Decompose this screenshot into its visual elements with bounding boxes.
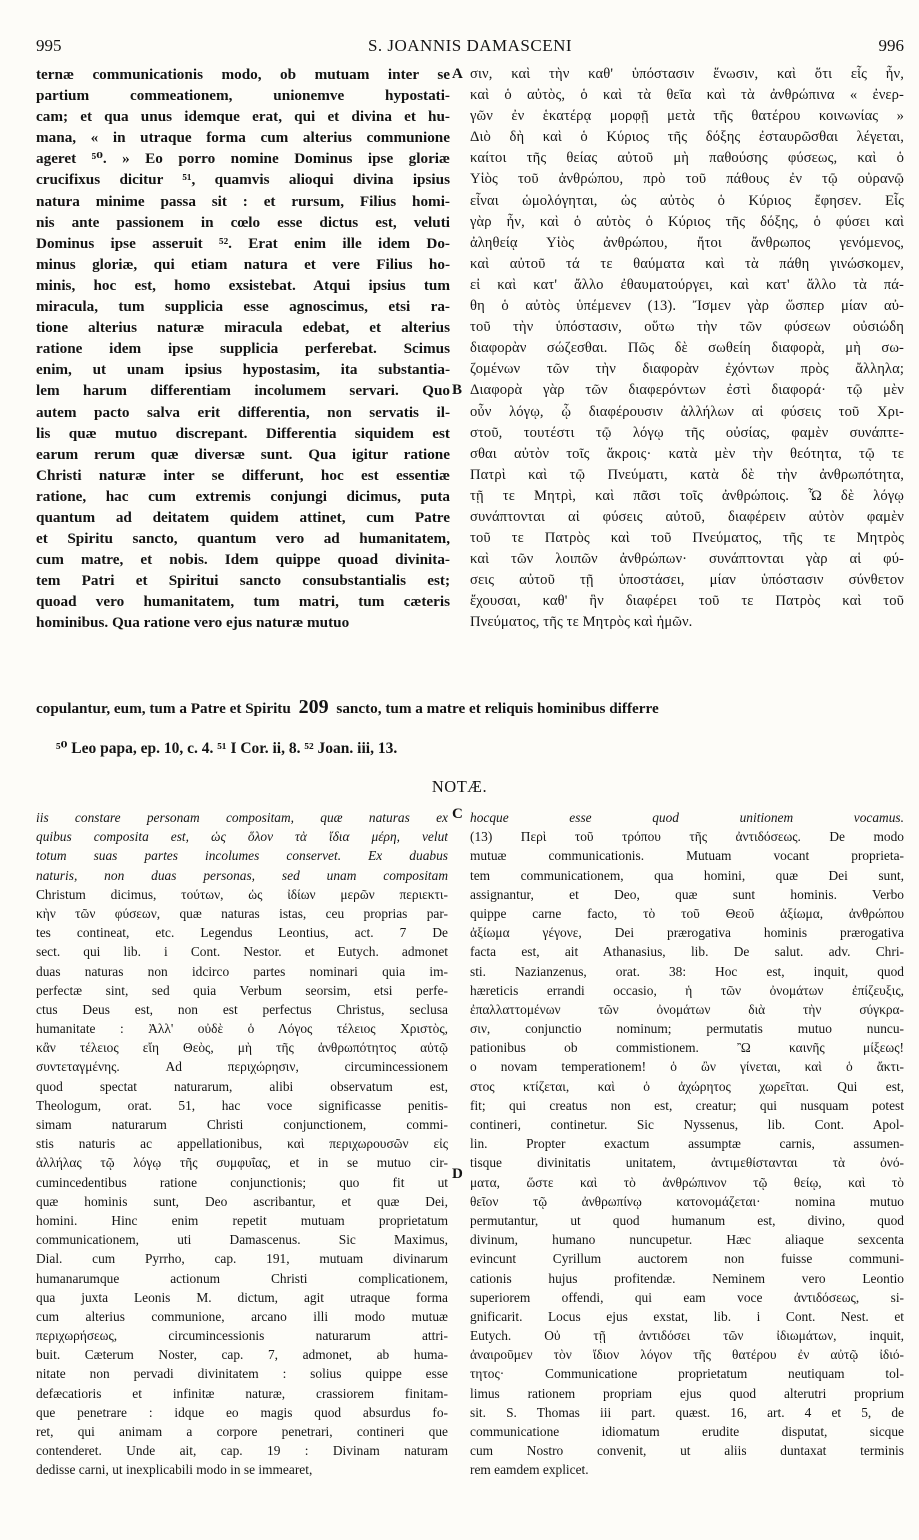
margin-letter-a: A — [452, 66, 463, 82]
note-line: ret, qui animam a corpore penetrari, contineri que — [36, 1424, 448, 1439]
note-line: communicationem, uti Damascenus. Sic Maximus, — [36, 1232, 448, 1248]
notes-heading: NOTÆ. — [431, 777, 488, 796]
latin-text-line: ratione, hac cum extremis conjungi dicimus, puta — [36, 487, 450, 505]
note-line: tes contineat, etc. Legendus Leontius, act. 7 De — [36, 925, 448, 941]
note-line: quæ hominis sunt, Deo ascribantur, et quæ Dei, — [36, 1193, 448, 1209]
page-number-left: 995 — [36, 36, 62, 55]
notes-left-column — [36, 808, 448, 1480]
latin-text-line: Dominus ipse asseruit ⁵². Erat enim ille idem Do- — [36, 234, 450, 252]
note-line: rem eamdem explicet. — [470, 1462, 589, 1478]
note-line: cationis hujus profitendæ. Neminem vero Leontio — [470, 1270, 904, 1286]
latin-text-line: lis quæ mutuo discrepant. Differentia siquidem est — [36, 424, 450, 442]
note-line: τητος· Communicatione proprietatum neutiquam tol- — [470, 1366, 904, 1382]
note-line: cumincedentibus ratione conjunctionis; quo fit ut — [36, 1174, 448, 1190]
greek-text-line: εἰ καὶ κατ' ἄλλο ἐθαυματούργει, καὶ κατ' ἄλλο τὰ πά- — [470, 276, 904, 293]
latin-text-line: ratione idem ipse supplicia perferebat. Scimus — [36, 340, 450, 358]
note-line: limus rationem propriam ejus quod alterutri proprium — [470, 1385, 904, 1401]
note-line: divinum, humano nuncupetur. Hæc aliaque sexcenta — [470, 1232, 904, 1248]
note-line: humanitate : Ἀλλ' οὐδὲ ὁ Λόγος τέλειος Χριστὸς, — [36, 1021, 448, 1037]
note-line: quippe carne facto, τὸ τοῦ Θεοῦ ἀξίωμα, ἀνθρώπου — [470, 905, 904, 921]
greek-text-line: τῇ τε Μητρὶ, καὶ πᾶσι τοῖς ἀνθρώποις. Ὧ δὲ λόγῳ — [470, 487, 904, 504]
note-line: dedisse carni, ut inexplicabili modo in se immearet, — [36, 1462, 313, 1478]
note-line: sti. Nazianzenus, orat. 38: Hoc est, inquit, quod — [470, 963, 904, 979]
latin-text-line: miracula, tum supplicia esse agnoscimus, etsi ra- — [36, 298, 450, 316]
latin-text-line: autem pacto salva erit differentia, non servatis il- — [36, 403, 450, 421]
latin-text-line: lem harum differentiam incolumem servari. Quo — [36, 382, 450, 400]
note-line: qua juxta Leonis M. dictum, agit utraque forma — [36, 1289, 448, 1305]
note-line: facta est, ait Athanasius, lib. De salut. adv. Chri- — [470, 944, 904, 960]
greek-text-line: Πνεύματος, τῆς τε Μητρὸς καὶ ἡμῶν. — [470, 614, 693, 631]
note-line: contineri, continetur. Sic Nyssenus, lib. Cont. Apol- — [470, 1117, 904, 1132]
latin-text-line: minus gloriæ, qui etiam natura et vere Filius ho- — [36, 255, 450, 273]
note-line: duas naturas non idcirco partes nominari quia im- — [36, 963, 448, 979]
note-line: superiorem offendi, qui eam voce ἀντιδόσεως, si- — [470, 1289, 904, 1305]
margin-letter-c: C — [452, 806, 463, 822]
note-line: quibus composita est, ὡς ὅλον τὰ ἴδια μέρη, velut — [36, 829, 448, 845]
latin-text-line: quantum ad deitatem quidem attinet, cum Patre — [36, 508, 450, 526]
note-line: περιχωρήσεως, circumincessionis naturarum attri- — [36, 1328, 448, 1344]
note-line: mutuæ communicationis. Mutuam vocant proprieta- — [470, 848, 904, 864]
greek-text-line: Διαφορὰ γὰρ τῶν διαφερόντων ἐστὶ διαφορά· τῷ μὲν — [470, 382, 904, 399]
latin-text-line: mana, « in utraque forma cum alterius communione — [36, 129, 450, 147]
note-line: hocque esse quod unitionem vocamus. — [470, 810, 904, 825]
note-line: στος κτίζεται, καὶ ὁ ἀχώρητος χωρεῖται. Qui est, — [470, 1078, 904, 1094]
latin-text-line: cam; et qua unus idemque erat, qui et divina et hu- — [36, 108, 450, 126]
note-line: totum suas partes incolumes conservet. Ex duabus — [36, 848, 448, 864]
greek-text-line: καὶ αὐτοῦ τά τε θαύματα καὶ τὰ πάθη γινώσκομεν, — [470, 255, 904, 272]
greek-text-line: σιν, καὶ τὴν καθ' ὑπόστασιν ἕνωσιν, καὶ ὅτι εἷς ἦν, — [470, 66, 904, 82]
latin-text-line: tione alterius naturæ miracula edebat, et alterius — [36, 319, 450, 337]
greek-text-line: θη ὁ αὐτὸς ὑπέμενεν (13). Ἴσμεν γὰρ ὥσπερ μίαν αὐ- — [470, 298, 904, 315]
note-line: contenderet. Unde ait, cap. 19 : Divinam naturam — [36, 1443, 448, 1459]
note-line: gnificarit. Locus ejus exstat, lib. i Cont. Nest. et — [470, 1308, 904, 1324]
note-line: pationibus ob commistionem. Ὢ καινῆς μίξεως! — [470, 1040, 904, 1056]
note-line: fit; qui creatus non est, creatur; qui nusquam potest — [470, 1097, 904, 1113]
greek-text-line: καὶ τῶν λοιπῶν ἀνθρώπων· συνάπτονται γὰρ αἱ φύ- — [470, 551, 904, 568]
latin-text-line: cum matre, et nobis. Idem quippe quoad divinita- — [36, 551, 450, 569]
note-line: humanarumque actionum Christi complicationem, — [36, 1270, 448, 1286]
note-line: θεῖον τῷ ἀνθρωπίνῳ κατονομάζεται· nomina mutuo — [470, 1193, 904, 1209]
latin-text-line: tem Patri et Spiritui sancto consubstantialis est; — [36, 572, 450, 590]
page-header — [36, 36, 904, 60]
latin-text-line: quoad vero humanitatem, tum matri, tum cæteris — [36, 593, 450, 611]
note-line: Christum dicimus, τούτων, ὡς ἰδίων μερῶν περιεκτι- — [36, 886, 448, 902]
footnotes: ⁵⁰ Leo papa, ep. 10, c. 4. ⁵¹ I Cor. ii, 8. ⁵² Joan. iii, 13. — [56, 740, 398, 757]
greek-text-line: συνάπτονται αἱ φύσεις αὐτοῦ, διαφέρειν αὐτὸν φαμὲν — [470, 508, 904, 525]
note-line: cum alterius communione, arcano illi modo mutuæ — [36, 1308, 448, 1324]
note-line: κἂν τέλειος εἴη Θεὸς, μὴ τῆς ἀνθρωπότητος αὐτῷ — [36, 1040, 448, 1056]
note-line: Dial. cum Pyrrho, cap. 191, mutuam divinarum — [36, 1251, 448, 1267]
column-number: 209 — [298, 696, 329, 718]
greek-text-line: σεις αὐτοῦ τῇ ὑποστάσει, μίαν ὑπόστασιν σύνθετον — [470, 572, 904, 589]
note-line: sect. qui lib. i Cont. Nestor. et Eutych. admonet — [36, 944, 448, 960]
greek-text-line: ζομένων τῶν τὴν διαφορὰν ἐχόντων πρὸς ἄλληλα; — [470, 361, 904, 378]
margin-letter-b: B — [452, 382, 463, 398]
note-line: perfectæ sint, sed quia Verbum seorsim, etsi perfe- — [36, 982, 448, 998]
note-line: σιν, conjunctio nominum; permutatis mutuo nuncu- — [470, 1021, 904, 1037]
running-title: S. JOANNIS DAMASCENI — [367, 36, 573, 55]
note-line: συντεταγμένης. Ad περιχώρησιν, circumincessionem — [36, 1059, 448, 1075]
greek-text-line: σθαι αὐτὸν τοῖς ἄκροις· κατὰ μὲν τὴν θεότητα, τῷ τε — [470, 445, 904, 462]
greek-text-column — [470, 64, 904, 634]
note-line: tisque divinitatis unitatem, ἀντιμεθίστανται τὰ ὀνό- — [470, 1155, 904, 1171]
note-line: permutantur, ut quod humanum est, divino, quod — [470, 1212, 904, 1228]
greek-text-line: γὰρ ἦν, καὶ ὁ αὐτὸς ὁ Κύριος τῆς δόξης, ὁ φύσει καὶ — [470, 213, 904, 230]
note-line: Eutych. Οὐ τῇ ἀντιδόσει τῶν ἰδιωμάτων, inquit, — [470, 1328, 904, 1344]
note-line: defæcatioris et infinitæ naturæ, crassiorem finitam- — [36, 1385, 448, 1401]
note-line: evincunt Cyrillum auctorem non fuisse communi- — [470, 1251, 904, 1267]
greek-text-line: εἶναι ὡμολόγηται, ὡς αὐτὸς ὁ Κύριος ἔφησεν. Εἷς — [470, 192, 904, 209]
note-line: ματα, ὥστε καὶ τὸ ἀνθρώπινον τῷ θείῳ, καὶ τὸ — [470, 1174, 904, 1190]
note-line: κὴν τῶν φύσεων, quæ naturas istas, ceu proprias par- — [36, 905, 448, 921]
latin-text-line: ternæ communicationis modo, ob mutuam inter se — [36, 66, 450, 83]
note-line: tem communicationem, qua homini, quæ Dei sunt, — [470, 867, 904, 883]
note-line: simam naturarum Christi conjunctionem, commi- — [36, 1117, 448, 1132]
note-line: nitate non pervadi divinitatem : solius quippe esse — [36, 1366, 448, 1382]
greek-text-line: ἀληθείᾳ Υἱὸς ἀνθρώπου, ἤτοι ἄνθρωπος γενόμενος, — [470, 234, 904, 251]
latin-text-line: crucifixus dicitur ⁵¹, quamvis alioqui divina ipsius — [36, 171, 450, 189]
note-line: iis constare personam compositam, quæ naturas ex — [36, 810, 448, 825]
greek-text-line: γῶν ἐν ἑκατέρᾳ μορφῇ μετὰ τῆς θατέρου κοινωνίας » — [470, 108, 904, 125]
note-line: ἀλλήλας τῷ λόγῳ τῆς συμφυΐας, et in se mutuo cir- — [36, 1155, 448, 1171]
latin-text-line: natura minime passa sit : et rursum, Filius homi- — [36, 192, 450, 210]
greek-text-line: στοῦ, τουτέστι τῷ λόγῳ τῆς οὐσίας, φαμὲν συνάπτε- — [470, 424, 904, 441]
note-line: que penetrare : idque eo magis quod absurdus fo- — [36, 1404, 448, 1420]
greek-text-line: καίτοι τῆς θείας αὐτοῦ μὴ παθούσης φύσεως, καὶ ὁ — [470, 150, 904, 167]
note-line: lin. Propter exactum assumptæ carnis, assumen- — [470, 1136, 904, 1152]
note-line: hæreticis errandi occasio, ἡ τῶν ὀνομάτων ἐπίζευξις, — [470, 982, 904, 998]
greek-text-line: οὖν λόγῳ, ᾧ διαφέρουσιν ἀλλήλων αἱ φύσεις τοῦ Χρι- — [470, 403, 904, 420]
latin-text-line: Christi naturæ inter se differunt, hoc est essentiæ — [36, 466, 450, 484]
latin-text-line: hominibus. Qua ratione vero ejus naturæ mutuo — [36, 614, 350, 632]
note-line: ἀξίωμα γέγονε, Dei prærogativa hominis prærogativa — [470, 925, 904, 941]
notes-right-column — [470, 808, 904, 1480]
greek-text-line: Υἱὸς τοῦ ἀνθρώπου, πρὸ τοῦ πάθους ἐν τῷ οὐρανῷ — [470, 171, 904, 188]
margin-letter-d: D — [452, 1166, 463, 1182]
note-line: (13) Περὶ τοῦ τρόπου τῆς ἀντιδόσεως. De modo — [470, 829, 904, 845]
greek-text-line: Πατρὶ καὶ τῷ Πνεύματι, κατὰ δὲ τὴν ἀνθρωπότητα, — [470, 466, 904, 483]
note-line: communicatione idiomatum erudite disputat, sicque — [470, 1424, 904, 1439]
latin-text-line: earum rerum quæ diversæ sunt. Qua igitur ratione — [36, 445, 450, 463]
greek-text-line: τοῦ τὴν ὑπόστασιν, οὕτω τὴν τῶν φύσεων οὐσιώδη — [470, 319, 904, 336]
greek-text-line: διαφορὰν σώζεσθαι. Πῶς δὲ σωθείη διαφορὰ, μὴ σω- — [470, 340, 904, 357]
latin-text-line: minis, hoc est, homo exsistebat. Atqui ipsius tum — [36, 276, 450, 294]
latin-text-line: ageret ⁵⁰. » Eo porro nomine Dominus ipse gloriæ — [36, 150, 450, 168]
latin-text-column — [36, 64, 450, 634]
note-line: naturis, non duas personas, sed unam compositam — [36, 867, 448, 883]
latin-text-line: nis ante passionem in cœlo esse dictus est, veluti — [36, 213, 450, 231]
note-line: stis naturis ac appellationibus, καὶ περιχωρουσῶν εἰς — [36, 1136, 448, 1152]
note-line: sit. S. Thomas iii part. quæst. 16, art. 4 et 5, de — [470, 1404, 904, 1420]
note-line: o novam temperationem! ὁ ὢν γίνεται, καὶ ὁ ἄκτι- — [470, 1059, 904, 1075]
note-line: ἀναιροῦμεν τὸν ἴδιον λόγον τῆς θατέρου ἐν αὐτῷ ἰδιό- — [470, 1347, 904, 1363]
greek-text-line: τοῦ τε Πατρὸς καὶ τοῦ Πνεύματος, τῆς τε Μητρὸς — [470, 530, 904, 547]
continued-line-right: sancto, tum a matre et reliquis hominibus differre — [336, 700, 659, 717]
page-number-right: 996 — [878, 36, 904, 55]
greek-text-line: καὶ ὁ αὐτὸς, ὁ καὶ τὰ θεῖα καὶ τὰ ἀνθρώπινα « ἐνερ- — [470, 87, 904, 104]
latin-text-line: et Spiritu sancto, quantum vero ad humanitatem, — [36, 530, 450, 548]
continued-line — [36, 695, 904, 719]
note-line: ἐπαλλαττομένων τῶν ὀνομάτων διὰ τὴν σύγκρα- — [470, 1001, 904, 1017]
note-line: cum Nostro convenit, ut aliis duntaxat terminis — [470, 1443, 904, 1459]
note-line: quod spectat naturarum, alibi observatum est, — [36, 1078, 448, 1094]
greek-text-line: ἔχουσαι, καθ' ἣν διαφέρει τοῦ τε Πατρὸς καὶ τοῦ — [470, 593, 904, 610]
note-line: assignantur, et Deo, quæ sunt hominis. Verbo — [470, 886, 904, 902]
greek-text-line: Διὸ δὴ καὶ ὁ Κύριος τῆς δόξης ἐσταυρῶσθαι λέγεται, — [470, 129, 904, 146]
latin-text-line: partium commeationem, unionemve hypostati- — [36, 87, 450, 105]
note-line: Theologum, orat. 51, hac voce significasse penitis- — [36, 1097, 448, 1113]
note-line: buit. Cæterum Noster, cap. 7, admonet, ab huma- — [36, 1347, 448, 1363]
continued-line-left: copulantur, eum, tum a Patre et Spiritu — [36, 700, 291, 717]
note-line: ctus Deus est, non est perfectus Christus, seclusa — [36, 1001, 448, 1017]
note-line: homini. Hinc enim repetit mutuam proprietatum — [36, 1212, 448, 1228]
latin-text-line: enim, ut unam ipsius hypostasim, ita substantia- — [36, 361, 450, 379]
